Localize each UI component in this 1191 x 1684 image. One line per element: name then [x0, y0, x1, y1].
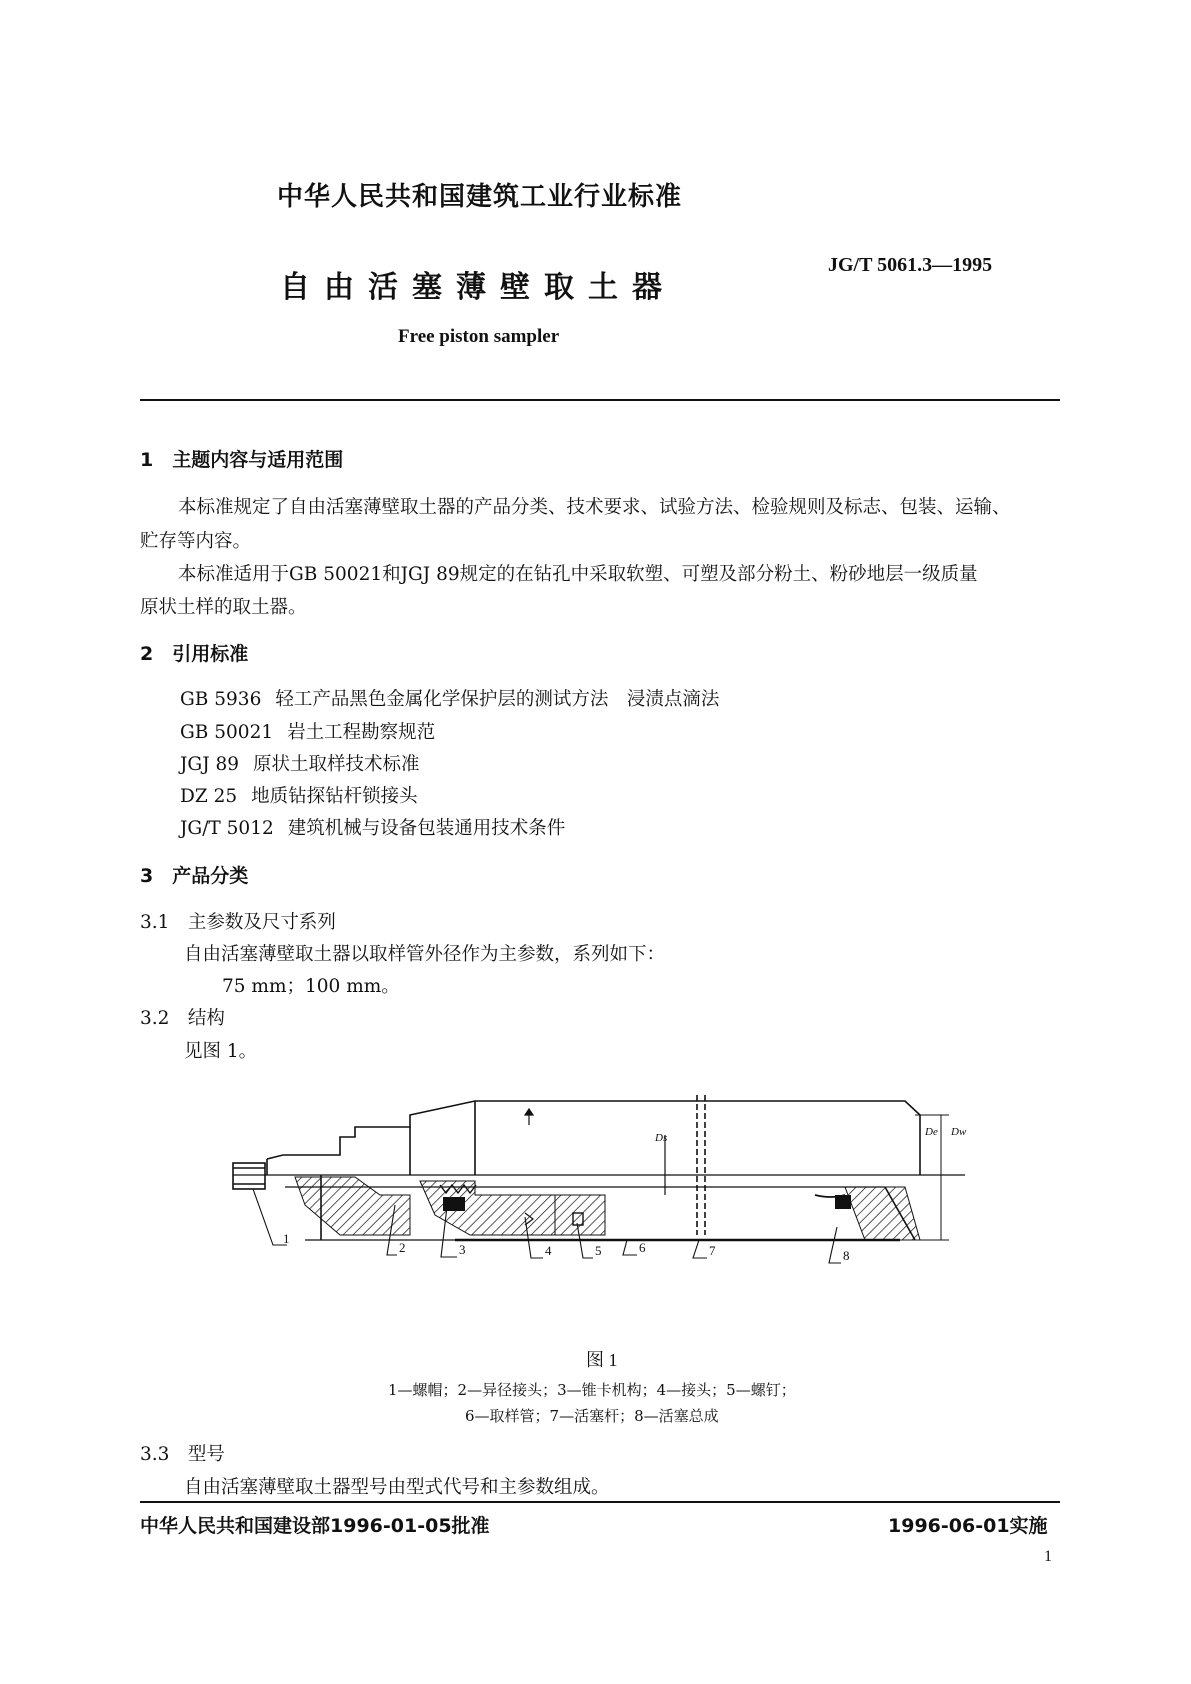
- org-standard-title: 中华人民共和国建筑工业行业标准: [277, 182, 683, 212]
- standard-title: 自由活塞薄壁取土器: [280, 270, 676, 305]
- part-label-3: 3: [459, 1242, 466, 1257]
- standard-code: JG/T 5061.3—1995: [828, 254, 993, 276]
- figure-caption: 图 1: [586, 1350, 618, 1370]
- dimension-label-dw: Dw: [951, 1126, 967, 1138]
- section-1-para1-line1: 本标准规定了自由活塞薄壁取土器的产品分类、技术要求、试验方法、检验规则及标志、包装、运输、: [178, 497, 1011, 518]
- reference-item: [180, 685, 719, 711]
- reference-code: DZ 25: [180, 786, 238, 807]
- sampler-drawing: [225, 1095, 985, 1275]
- figure-legend-line2: 6—取样管；7—活塞杆；8—活塞总成: [465, 1407, 719, 1425]
- section-3-1-line1: 自由活塞薄壁取土器以取样管外径作为主参数，系列如下：: [184, 944, 666, 965]
- reference-item: [180, 750, 420, 776]
- section-1-para2-line2: 原状土样的取土器。: [140, 597, 307, 618]
- part-label-2: 2: [399, 1240, 406, 1255]
- reference-title: 建筑机械与设备包装通用技术条件: [287, 818, 566, 839]
- section-1-para2-line1: 本标准适用于GB 50021和JGJ 89规定的在钻孔中采取软塑、可塑及部分粉土、粉砂地层一级质量: [178, 564, 978, 585]
- reference-code: GB 50021: [180, 722, 274, 743]
- dimension-label-ds: Ds: [655, 1132, 668, 1144]
- page-number: 1: [1044, 1548, 1052, 1565]
- part-label-5: 5: [595, 1243, 602, 1258]
- approval-line: 中华人民共和国建设部1996-01-05批准: [140, 1515, 490, 1537]
- header-divider: [140, 399, 1060, 401]
- part-label-1: 1: [283, 1231, 290, 1246]
- effective-date-line: 1996-06-01实施: [888, 1515, 1048, 1537]
- part-label-6: 6: [639, 1240, 646, 1255]
- section-3-2-heading: 3.2 结构: [140, 1008, 225, 1029]
- reference-title: 轻工产品黑色金属化学保护层的测试方法 浸渍点滴法: [275, 689, 720, 710]
- reference-code: JGJ 89: [180, 754, 240, 775]
- section-1-heading: 1 主题内容与适用范围: [140, 449, 344, 471]
- standard-title-english: Free piston sampler: [398, 326, 560, 347]
- reference-item: [180, 814, 565, 840]
- reference-title: 地质钻探钻杆锁接头: [251, 786, 418, 807]
- part-label-7: 7: [709, 1243, 716, 1258]
- footer-divider: [140, 1501, 1060, 1503]
- section-3-3-heading: 3.3 型号: [140, 1444, 225, 1465]
- reference-code: JG/T 5012: [180, 818, 274, 839]
- section-3-1-heading: 3.1 主参数及尺寸系列: [140, 912, 336, 933]
- section-3-1-line2: 75 mm；100 mm。: [222, 976, 400, 997]
- section-1-para1-line2: 贮存等内容。: [140, 531, 252, 552]
- dimension-label-de: De: [925, 1126, 938, 1138]
- figure-legend-line1: 1—螺帽；2—异径接头；3—锥卡机构；4—接头；5—螺钉；: [388, 1381, 796, 1399]
- section-3-2-line1: 见图 1。: [184, 1041, 258, 1062]
- reference-code: GB 5936: [180, 689, 262, 710]
- reference-title: 原状土取样技术标准: [253, 754, 420, 775]
- reference-item: [180, 782, 418, 808]
- reference-title: 岩土工程勘察规范: [287, 722, 436, 743]
- part-label-8: 8: [843, 1248, 850, 1263]
- reference-item: [180, 718, 435, 744]
- part-label-4: 4: [545, 1243, 552, 1258]
- section-3-3-line1: 自由活塞薄壁取土器型号由型式代号和主参数组成。: [184, 1477, 610, 1498]
- section-2-heading: 2 引用标准: [140, 643, 249, 665]
- section-3-heading: 3 产品分类: [140, 865, 249, 887]
